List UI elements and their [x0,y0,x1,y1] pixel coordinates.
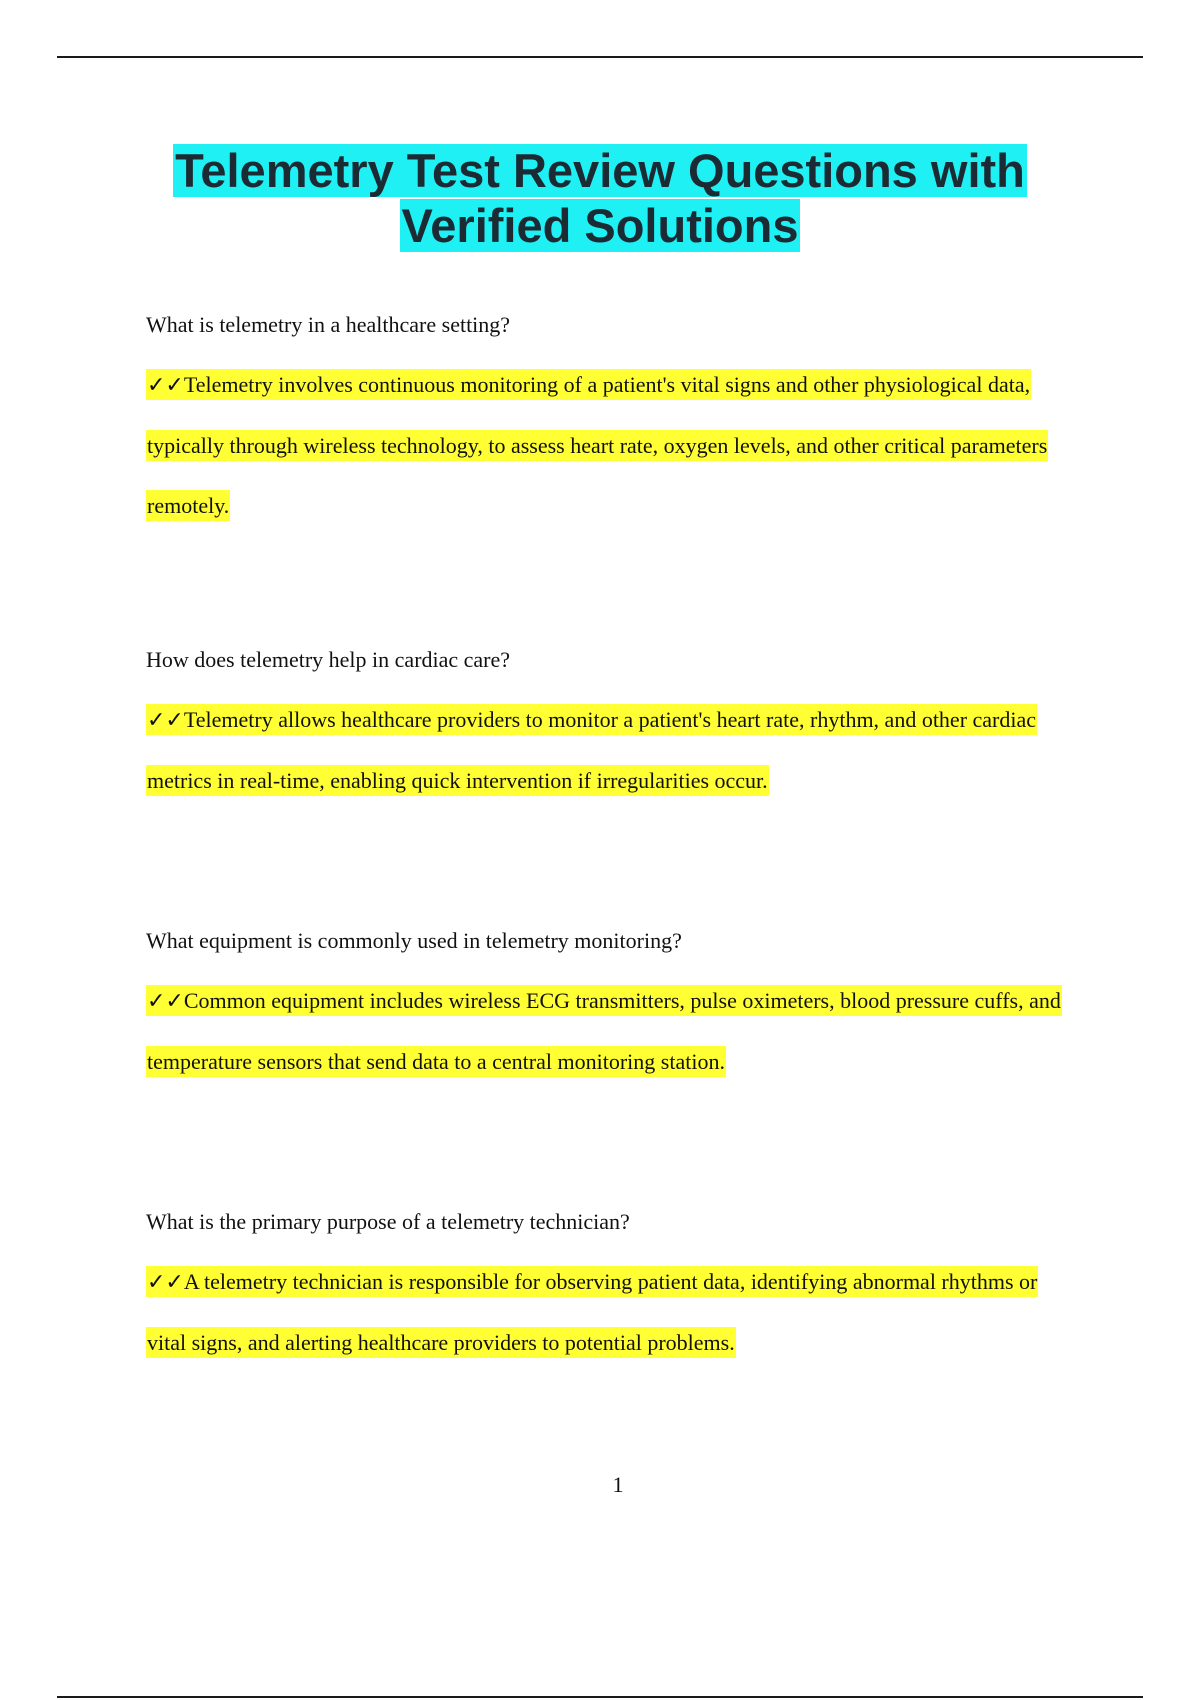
question-3: What equipment is commonly used in telemetry monitoring? [146,928,682,953]
answer-3 [146,971,1081,1092]
qa-item-3 [146,927,1106,1097]
bottom-rule [57,1696,1143,1698]
double-check-icon: ✓✓ [147,373,184,398]
question-4: What is the primary purpose of a telemetry technician? [146,1209,630,1234]
page-title-text: Telemetry Test Review Questions with Verified Solutions [175,144,1025,252]
qa-item-1 [146,311,1106,541]
double-check-icon: ✓✓ [147,708,184,733]
qa-item-2 [146,646,1106,816]
answer-1-text: Telemetry involves continuous monitoring of a patient's vital signs and other physiological data, typically through wireless technology, to assess heart rate, oxygen levels, and other critical parameters remotely. [147,372,1048,518]
qa-item-4 [146,1208,1106,1378]
answer-2 [146,690,1081,811]
double-check-icon: ✓✓ [147,989,184,1014]
question-1: What is telemetry in a healthcare setting? [146,312,511,337]
answer-3-text: Common equipment includes wireless ECG transmitters, pulse oximeters, blood pressure cuffs, and temperature sensors that send data to a central monitoring station. [147,988,1061,1074]
answer-1 [146,355,1091,536]
top-rule [57,56,1143,58]
double-check-icon: ✓✓ [147,1270,184,1295]
answer-4 [146,1252,1046,1373]
answer-4-text: A telemetry technician is responsible for observing patient data, identifying abnormal rhythms or vital signs, and alerting healthcare providers to potential problems. [147,1269,1038,1355]
page-title [100,143,1100,253]
question-2: How does telemetry help in cardiac care? [146,647,511,672]
page-number: 1 [612,1472,624,1497]
answer-2-text: Telemetry allows healthcare providers to monitor a patient's heart rate, rhythm, and other cardiac metrics in real-time, enabling quick intervention if irregularities occur. [147,707,1037,793]
